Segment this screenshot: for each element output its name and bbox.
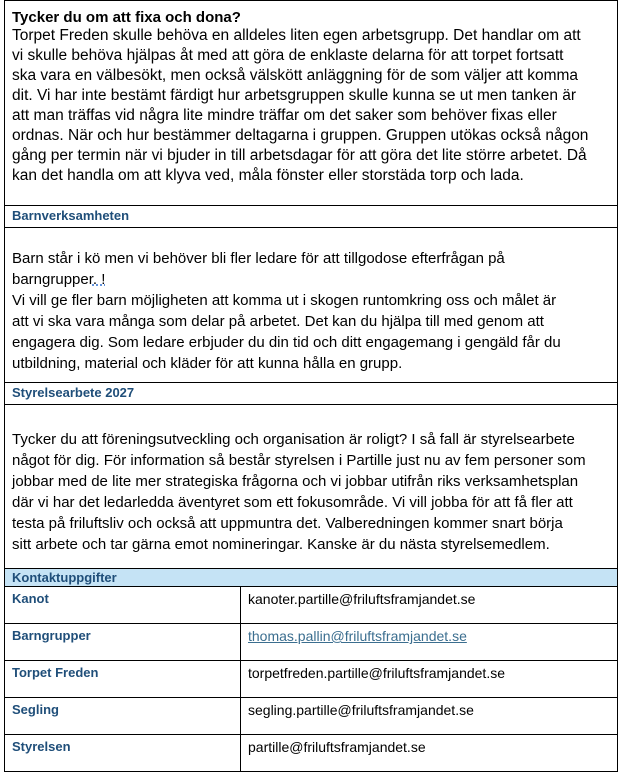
barn-line: att vi ska vara många som delar på arbetet. Det kan du hjälpa till med genom att	[12, 313, 544, 330]
styrelse-heading: Styrelsearbete 2027	[5, 383, 618, 405]
intro-line: kan det handla om att klyva ved, måla fönster eller storstäda torp och lada.	[12, 167, 524, 184]
barn-line	[12, 269, 611, 290]
document	[4, 0, 617, 767]
barn-line: engagera dig. Som ledare erbjuder du din tid och ditt engagemang i gengäld får du	[12, 334, 561, 351]
barn-line: Vi vill ge fler barn möjligheten att komma ut i skogen runtomkring oss och målet är	[12, 292, 557, 309]
contact-email: torpetfreden.partille@friluftsframjandet.se	[241, 661, 618, 698]
contact-email-link[interactable]: thomas.pallin@friluftsframjandet.se	[248, 628, 467, 644]
contact-email-cell	[241, 624, 618, 661]
styrelse-line: sitt arbete och tar gärna emot nomineringar. Kanske är du nästa styrelsemedlem.	[12, 536, 550, 553]
contact-label: Torpet Freden	[5, 661, 241, 698]
contact-email: partille@friluftsframjandet.se	[241, 735, 618, 772]
styrelse-heading-row	[5, 383, 618, 405]
styrelse-body	[5, 405, 618, 569]
contact-label: Barngrupper	[5, 624, 241, 661]
contact-row-kanot	[5, 587, 618, 624]
contact-email: kanoter.partille@friluftsframjandet.se	[241, 587, 618, 624]
contact-row-styrelsen	[5, 735, 618, 772]
barn-body-row	[5, 228, 618, 383]
contact-label: Kanot	[5, 587, 241, 624]
styrelse-line: där vi har det ledarledda äventyret som ett fokusområde. Vi vill jobba för att få fler att	[12, 494, 573, 511]
barn-heading: Barnverksamheten	[5, 206, 618, 228]
styrelse-body-row	[5, 405, 618, 569]
styrelse-line: jobbar med de lite mer strategiska frågorna och vi jobbar utifrån riks verksamhetsplan	[12, 473, 579, 490]
intro-paragraph	[5, 26, 617, 186]
contact-row-barngrupper	[5, 624, 618, 661]
styrelse-line: något för dig. För information så består styrelsen i Partille just nu av fem personer som	[12, 452, 586, 469]
contacts-heading-row	[5, 569, 618, 587]
intro-line: ska vara en välbesökt, men också välskött anläggning för de som väljer att komma	[12, 67, 579, 84]
contact-label: Segling	[5, 698, 241, 735]
intro-line: vi skulle behöva hjälpas åt med att göra de enklaste delarna för att torpet fortsatt	[12, 47, 564, 64]
styrelse-line: Tycker du att föreningsutveckling och organisation är roligt? I så fall är styrelsearbete	[12, 431, 575, 448]
content-table	[4, 0, 618, 772]
intro-line: Torpet Freden skulle behöva en alldeles liten egen arbetsgrupp. Det handlar om att	[12, 27, 581, 44]
intro-title: Tycker du om att fixa och dona?	[12, 9, 241, 26]
barn-line-mark: . !	[92, 271, 106, 288]
intro-line: gång per termin när vi bjuder in till arbetsdagar för att göra det lite större arbetet. Då	[12, 147, 587, 164]
barn-line-text: barngrupper	[12, 271, 93, 288]
intro-row	[5, 1, 618, 206]
intro-line: dit. Vi har inte bestämt färdigt hur arbetsgruppen skulle kunna se ut men tanken är	[12, 87, 577, 104]
contact-row-torpet	[5, 661, 618, 698]
barn-heading-row	[5, 206, 618, 228]
barn-line: utbildning, material och kläder för att kunna hålla en grupp.	[12, 355, 403, 372]
contact-row-segling	[5, 698, 618, 735]
contact-email: segling.partille@friluftsframjandet.se	[241, 698, 618, 735]
intro-line: ordnas. När och hur bestämmer deltagarna i gruppen. Gruppen utökas också någon	[12, 127, 589, 144]
barn-body	[5, 228, 618, 383]
intro-cell	[5, 1, 618, 206]
intro-line: att man träffas vid några lite mindre träffar om det saker som behöver fixas eller	[12, 107, 557, 124]
styrelse-line: testa på friluftsliv och också att uppmuntra det. Valberedningen kommer snart börja	[12, 515, 563, 532]
barn-line: Barn står i kö men vi behöver bli fler ledare för att tillgodose efterfrågan på	[12, 250, 505, 267]
contacts-heading: Kontaktuppgifter	[5, 569, 618, 587]
contact-label: Styrelsen	[5, 735, 241, 772]
